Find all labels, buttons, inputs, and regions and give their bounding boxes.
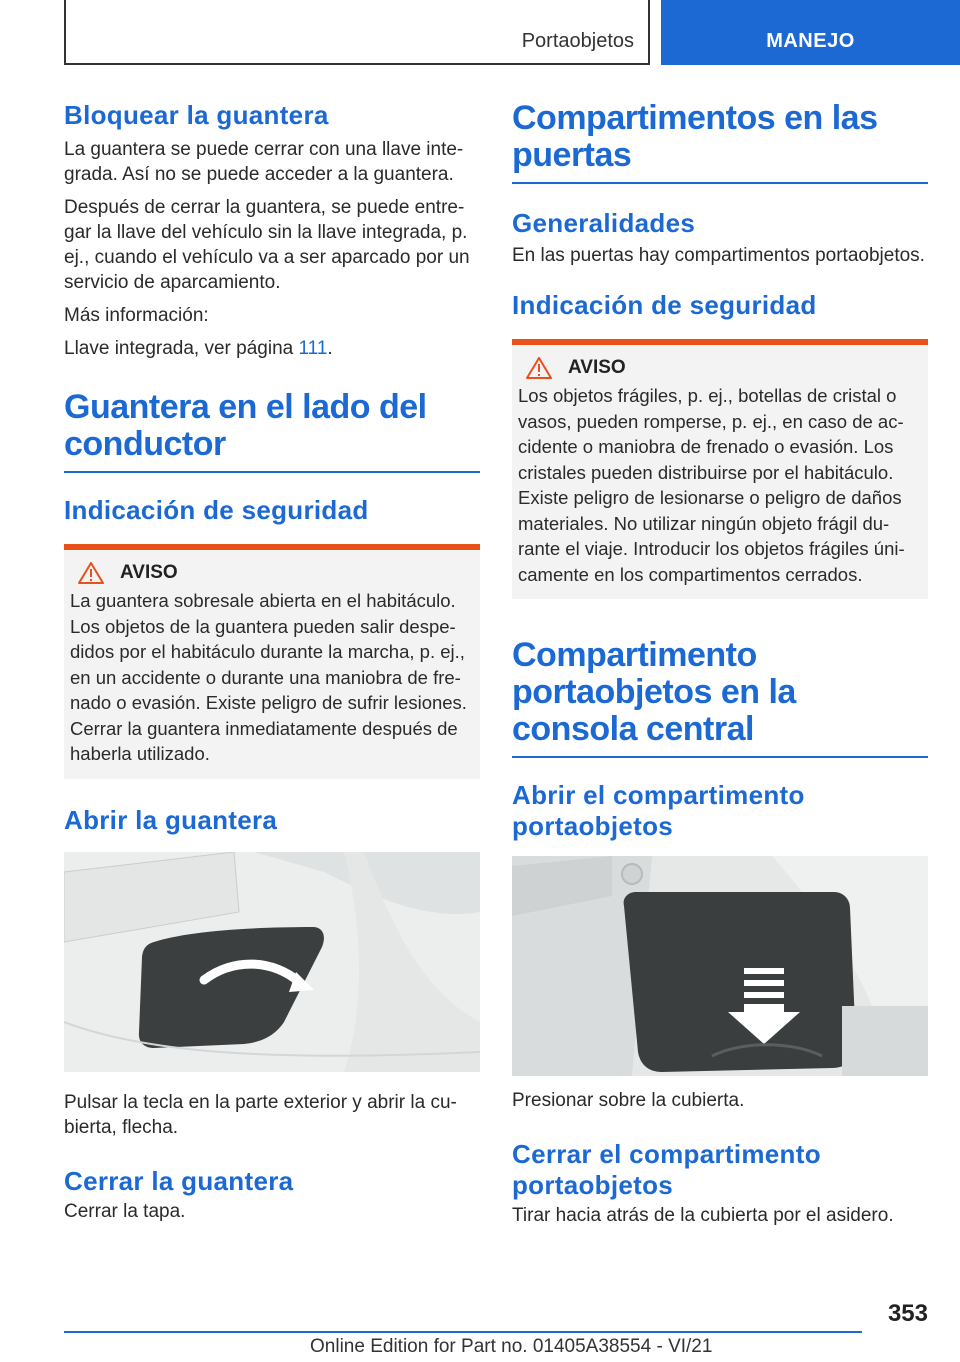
driver-safety-heading: Indicación de seguridad: [64, 495, 369, 525]
chapter-title: Portaobjetos: [521, 30, 634, 52]
lock-paragraph-1: La guantera se puede cerrar con una llave inte-grada. Así no se puede acceder a la guantera.: [64, 139, 464, 185]
warning-title: AVISO: [120, 562, 178, 583]
close-glovebox-text: Cerrar la tapa.: [64, 1200, 186, 1222]
console-illustration: [512, 856, 928, 1076]
driver-warning-text: La guantera sobresale abierta en el habitáculo. Los objetos de la guantera pueden salir despe-didos por el habitáculo durante la marcha, p. ej., en un accidente o durante una maniobra de fre-nado o evasión. Existe peligro de sufrir lesiones. Cerrar la guantera inmediatamente después de haberla utilizado.: [70, 590, 467, 764]
close-console-text: Tirar hacia atrás de la cubierta por el asidero.: [512, 1205, 894, 1226]
section-title: MANEJO: [766, 30, 855, 52]
doors-safety-heading: Indicación de seguridad: [512, 290, 817, 320]
lock-paragraph-2: Después de cerrar la guantera, se puede entre-gar la llave del vehículo sin la llave integrada, p. ej., cuando el vehículo va a ser aparcado por un servicio de aparcamiento.: [64, 197, 470, 293]
glovebox-illustration: [64, 852, 480, 1072]
open-glovebox-caption: Pulsar la tecla en la parte exterior y abrir la cu-bierta, flecha.: [64, 1091, 457, 1138]
close-console-heading: Cerrar el compartimento portaobjetos: [512, 1139, 821, 1200]
lock-paragraph-4: [64, 336, 480, 361]
doors-warning-box: [512, 339, 928, 599]
page-link-111[interactable]: 111: [298, 338, 328, 359]
header-section-tab: [661, 0, 960, 65]
warning-header: [518, 357, 922, 379]
lock-reference-text: Llave integrada, ver página: [64, 338, 299, 359]
driver-glovebox-heading: Guantera en el lado del conductor: [64, 389, 480, 473]
general-text: En las puertas hay compartimentos portaobjetos.: [512, 245, 925, 266]
driver-warning-box: [64, 544, 480, 779]
lock-reference-period: .: [327, 338, 333, 359]
left-column: [64, 100, 480, 1232]
general-heading: Generalidades: [512, 208, 696, 238]
page-number: 353: [887, 1300, 928, 1327]
header-title-box: [64, 0, 650, 65]
right-column: [512, 100, 928, 1236]
open-glovebox-heading: Abrir la guantera: [64, 804, 278, 835]
warning-title: AVISO: [568, 357, 626, 378]
close-glovebox-heading: Cerrar la guantera: [64, 1165, 294, 1196]
lock-paragraph-3: Más información:: [64, 305, 209, 326]
warning-triangle-icon: [526, 357, 552, 379]
console-compartment-heading: Compartimento portaobjetos en la consola central: [512, 637, 928, 758]
open-console-heading: Abrir el compartimento portaobjetos: [512, 780, 805, 841]
warning-header: [70, 562, 474, 584]
doors-warning-text: Los objetos frágiles, p. ej., botellas de cristal o vasos, pueden romperse, p. ej., en caso de ac-cidente o maniobra de frenado o evasión. Los cristales pueden distribuirse por el habitáculo. Existe peligro de lesionarse o peligro de daños materiales. No utilizar ningún objeto frágil du-rante el viaje. Introducir los objetos frágiles úni-camente en los compartimentos cerrados.: [518, 385, 905, 585]
door-compartments-heading: Compartimentos en las puertas: [512, 100, 928, 184]
footer-edition: Online Edition for Part no. 01405A38554 - VI/21: [310, 1336, 713, 1357]
open-console-caption: Presionar sobre la cubierta.: [512, 1090, 745, 1111]
lock-glovebox-heading: Bloquear la guantera: [64, 100, 329, 130]
warning-triangle-icon: [78, 562, 104, 584]
footer-divider: [64, 1331, 862, 1333]
